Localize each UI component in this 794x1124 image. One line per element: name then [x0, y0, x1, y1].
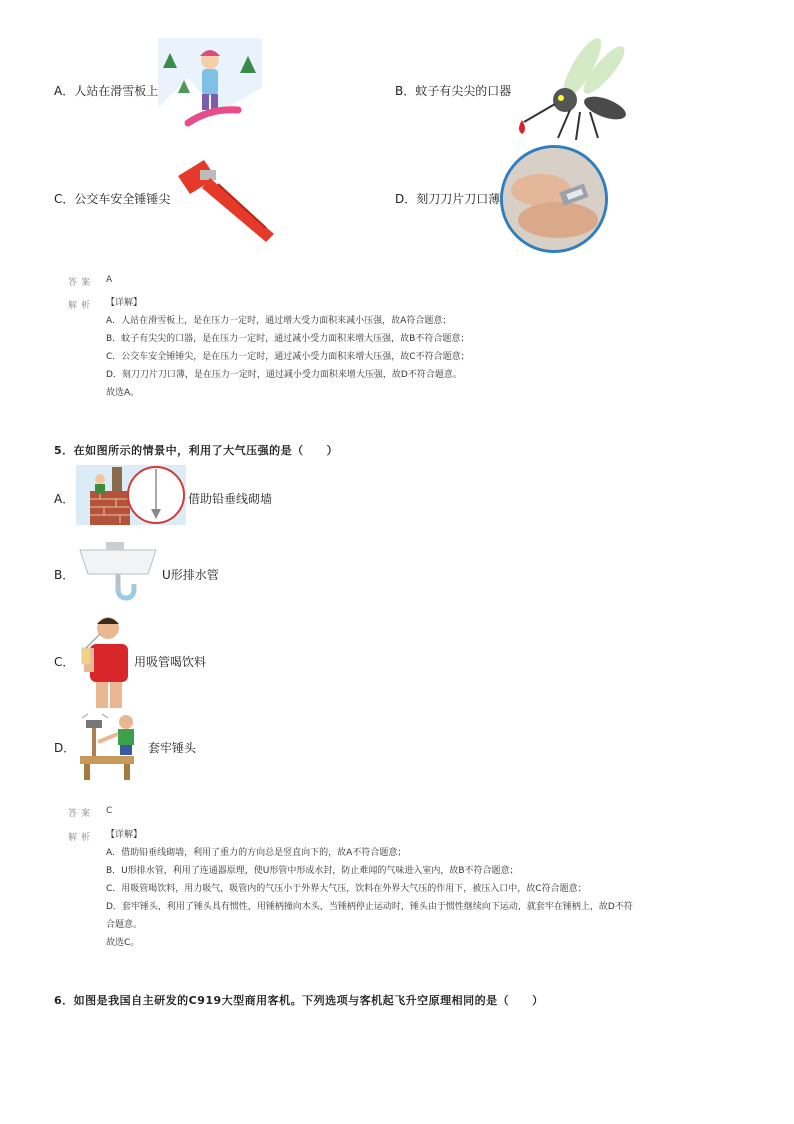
q4-answer-label: 答案 [68, 278, 95, 288]
q5-option-d-text: 套牢锤头 [148, 741, 197, 755]
explanation-line: C．用吸管喝饮料，用力吸气，吸管内的气压小于外界大气压，饮料在外界大气压的作用下，被压入口中，故C符合题意； [106, 884, 587, 894]
q5-answer-value: C [106, 806, 113, 816]
q4-explanation [106, 294, 766, 402]
q5-answer-label: 答案 [68, 809, 95, 819]
explanation-line: B．蚊子有尖尖的口器，是在压力一定时，通过减小受力面积来增大压强，故B不符合题意； [106, 334, 470, 344]
explanation-line: B．U形排水管，利用了连通器原理，使U形管中形成水封，防止难闻的气味进入室内，故B不符合题意； [106, 866, 519, 876]
explanation-line: D．套牢锤头，利用了锤头具有惯性，用锤柄撞向木头，当锤柄停止运动时，锤头由于惯性继续向下运动，就套牢在锤柄上，故D不符 [106, 902, 633, 912]
q5-explanation-label: 解析 [68, 833, 95, 843]
q5-option-b-letter: B． [54, 568, 75, 582]
q5-stem: 5．在如图所示的情景中，利用了大气压强的是（ ） [54, 444, 339, 457]
q5-option-c-letter: C． [54, 655, 75, 669]
q5-option-d-letter: D． [54, 741, 76, 755]
q5-option-a-letter: A． [54, 492, 75, 506]
q4-option-b: B．蚊子有尖尖的口器 [395, 84, 512, 98]
plumb-line-image [76, 465, 186, 525]
explanation-line: 合题意。 [106, 920, 143, 930]
q4-option-a: A．人站在滑雪板上 [54, 84, 159, 98]
q4-option-c: C．公交车安全锤锤尖 [54, 192, 171, 206]
q4-answer-value: A [106, 275, 113, 285]
q6-stem: 6．如图是我国自主研发的C919大型商用客机。下列选项与客机起飞升空原理相同的是（ ） [54, 994, 544, 1007]
explanation-line: 故选C。 [106, 938, 140, 948]
boy-straw-image [78, 612, 132, 710]
q4-option-d: D．刻刀刀片刀口薄 [395, 192, 501, 206]
explanation-title: 【详解】 [106, 298, 143, 308]
safety-hammer-image [170, 148, 285, 243]
explanation-line: D．刻刀刀片刀口薄，是在压力一定时，通过减小受力面积来增大压强，故D不符合题意。 [106, 370, 462, 380]
q4-explanation-label: 解析 [68, 301, 95, 311]
explanation-line: C．公交车安全锤锤尖，是在压力一定时，通过减小受力面积来增大压强，故C不符合题意； [106, 352, 470, 362]
explanation-line: A．借助铅垂线砌墙，利用了重力的方向总是竖直向下的，故A不符合题意； [106, 848, 407, 858]
q5-option-c-text: 用吸管喝饮料 [134, 655, 207, 669]
explanation-title: 【详解】 [106, 830, 143, 840]
mosquito-image [510, 38, 630, 142]
q5-option-a-text: 借助铅垂线砌墙 [188, 492, 273, 506]
explanation-line: A．人站在滑雪板上，是在压力一定时，通过增大受力面积来减小压强，故A符合题意； [106, 316, 452, 326]
q5-explanation [106, 826, 746, 952]
carving-knife-image [500, 145, 608, 253]
u-drain-pipe-image [78, 540, 158, 610]
hammer-bench-image [78, 712, 148, 782]
explanation-line: 故选A。 [106, 388, 140, 398]
snowboard-image [158, 38, 262, 142]
q5-option-b-text: U形排水管 [162, 568, 219, 582]
